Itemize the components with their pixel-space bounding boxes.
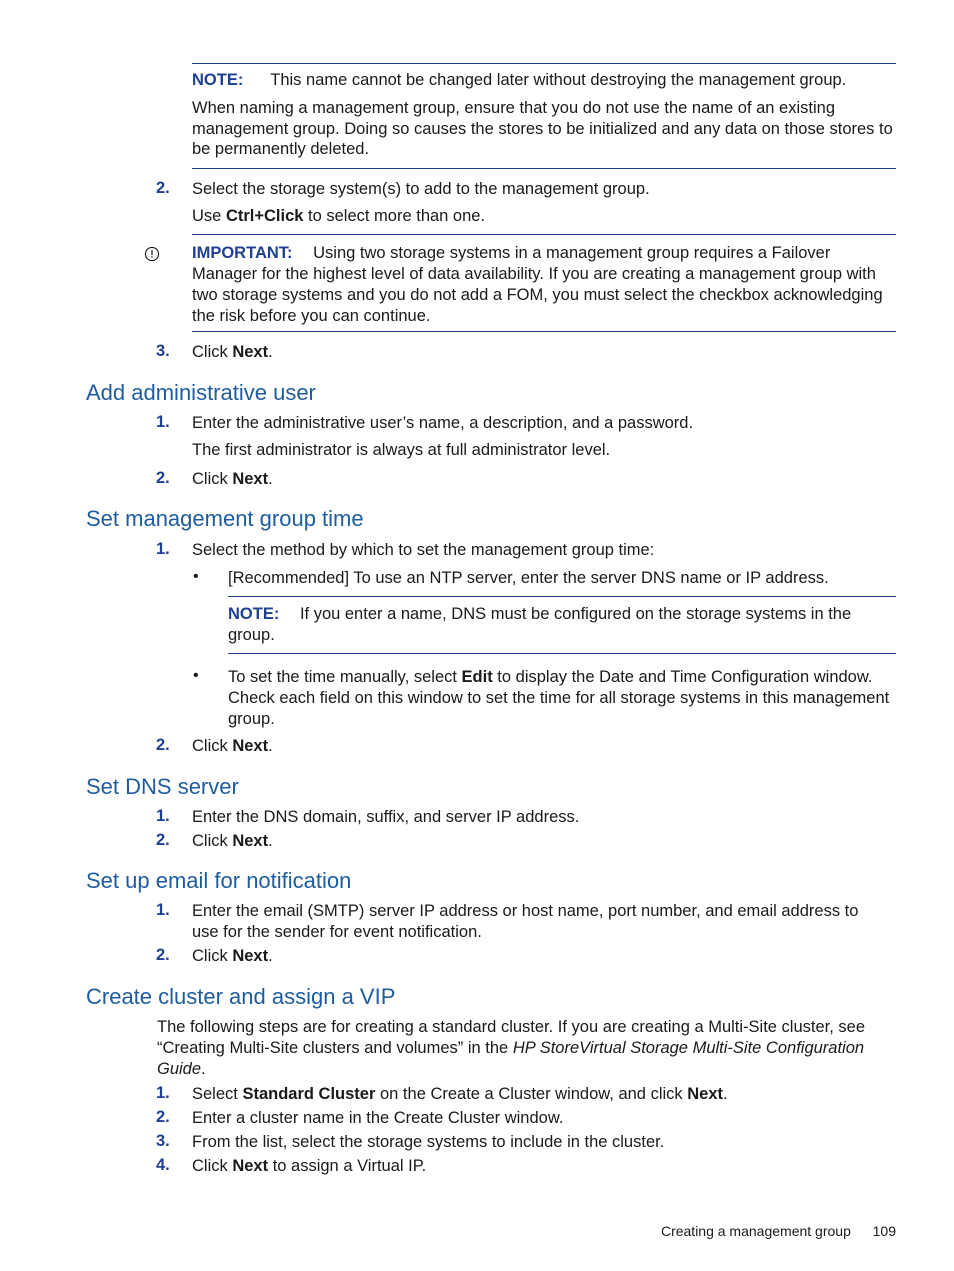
next-label: Next: [232, 947, 269, 965]
dns-step-1-number: 1.: [156, 807, 170, 825]
email-step-2-post: .: [268, 947, 273, 965]
info-circle-icon: [144, 246, 160, 262]
important-label: IMPORTANT:: [192, 244, 293, 262]
cluster-step-1-mid: on the Create a Cluster window, and click: [375, 1085, 688, 1103]
email-step-2-number: 2.: [156, 946, 170, 964]
cluster-step-4-pre: Click: [192, 1157, 233, 1175]
email-step-2-text: [192, 946, 897, 967]
note-line: [192, 70, 897, 91]
footer-section-title: Creating a management group: [660, 1223, 851, 1239]
step-2-subtext: [192, 206, 897, 227]
time-note-top-rule: [228, 596, 896, 597]
important-top-rule: [192, 234, 896, 235]
cluster-step-1-post: .: [723, 1085, 728, 1103]
dns-step-1-text: Enter the DNS domain, suffix, and server IP address.: [192, 808, 580, 826]
bullet-icon: •: [193, 568, 199, 585]
next-label: Next: [232, 832, 269, 850]
time-bullet-2-post: to display the Date and Time Configuration window. Check each field on this window to set the time for all storage systems in this management group.: [228, 668, 890, 728]
dns-step-2-pre: Click: [192, 832, 233, 850]
time-bullet-1-text: [Recommended] To use an NTP server, enter the server DNS name or IP address.: [228, 569, 829, 587]
page-number: 109: [872, 1223, 896, 1239]
cluster-step-1-pre: Select: [192, 1085, 243, 1103]
admin-step-1-text: Enter the administrative user’s name, a description, and a password.: [192, 414, 694, 432]
bullet-icon: •: [193, 667, 199, 684]
note-bottom-rule: [192, 168, 896, 169]
heading-set-management-group-time: Set management group time: [86, 506, 364, 531]
time-step-2-number: 2.: [156, 736, 170, 754]
time-note-text: [228, 604, 896, 646]
cluster-step-1-number: 1.: [156, 1084, 170, 1102]
heading-set-up-email: Set up email for notification: [86, 868, 352, 893]
next-label: Next: [232, 343, 269, 361]
time-step-2-text: [192, 736, 897, 757]
step-2-number: 2.: [156, 179, 170, 197]
note-paragraph: When naming a management group, ensure that you do not use the name of an existing management group. Doing so causes the stores to be initialized and any data on those stores to be permanently deleted.: [192, 99, 893, 158]
step-3-post: .: [268, 343, 273, 361]
cluster-intro: [157, 1017, 897, 1080]
page-footer: [661, 1223, 896, 1239]
cluster-intro-pre: The following steps are for creating a standard cluster. If you are creating a Multi-Site cluster, see “Creating Multi-Site clusters and volumes” in the: [157, 1018, 866, 1057]
next-label: Next: [687, 1085, 723, 1103]
cluster-step-4-text: [192, 1156, 897, 1177]
admin-step-2-number: 2.: [156, 469, 170, 487]
admin-step-1-number: 1.: [156, 413, 170, 431]
next-label: Next: [232, 470, 269, 488]
cluster-step-4-number: 4.: [156, 1156, 170, 1174]
admin-step-1-subtext: The first administrator is always at full administrator level.: [192, 441, 611, 459]
time-step-1-text: Select the method by which to set the management group time:: [192, 541, 655, 559]
step-3-number: 3.: [156, 342, 170, 360]
ctrl-click-label: Ctrl+Click: [225, 207, 304, 225]
next-label: Next: [232, 1157, 269, 1175]
next-label: Next: [232, 737, 269, 755]
edit-label: Edit: [461, 668, 493, 686]
time-step-1-number: 1.: [156, 540, 170, 558]
note-top-rule: [192, 63, 896, 64]
step-2-sub-pre: Use: [192, 207, 226, 225]
cluster-step-2-number: 2.: [156, 1108, 170, 1126]
cluster-step-2-text: Enter a cluster name in the Create Cluster window.: [192, 1109, 564, 1127]
standard-cluster-label: Standard Cluster: [242, 1085, 376, 1103]
email-step-1-number: 1.: [156, 901, 170, 919]
time-step-2-pre: Click: [192, 737, 233, 755]
cluster-step-4-post: to assign a Virtual IP.: [268, 1157, 427, 1175]
admin-step-2-pre: Click: [192, 470, 233, 488]
step-3-pre: Click: [192, 343, 233, 361]
admin-step-2-text: [192, 469, 897, 490]
dns-step-2-text: [192, 831, 897, 852]
step-2-text: Select the storage system(s) to add to the management group.: [192, 180, 650, 198]
admin-step-2-post: .: [268, 470, 273, 488]
cluster-intro-post: .: [201, 1060, 206, 1078]
cluster-step-3-number: 3.: [156, 1132, 170, 1150]
note-text: This name cannot be changed later without destroying the management group.: [270, 71, 847, 89]
heading-add-administrative-user: Add administrative user: [86, 380, 316, 405]
time-step-2-post: .: [268, 737, 273, 755]
cluster-step-3-text: From the list, select the storage systems to include in the cluster.: [192, 1133, 665, 1151]
time-note-label: NOTE:: [228, 605, 280, 623]
dns-step-2-number: 2.: [156, 831, 170, 849]
cluster-step-1-text: [192, 1084, 897, 1105]
time-bullet-2-pre: To set the time manually, select: [228, 668, 462, 686]
important-body: Using two storage systems in a management group requires a Failover Manager for the highest level of data availability. If you are creating a management group with two storage systems and you do not add a FOM, you must select the checkbox acknowledging the risk before you can continue.: [192, 244, 883, 325]
time-note-body: If you enter a name, DNS must be configured on the storage systems in the group.: [228, 605, 852, 644]
step-2-sub-post: to select more than one.: [303, 207, 486, 225]
step-3-text: [192, 342, 897, 363]
email-step-1-text: Enter the email (SMTP) server IP address or host name, port number, and email address to use for the sender for event notification.: [192, 902, 859, 941]
heading-set-dns-server: Set DNS server: [86, 774, 239, 799]
time-bullet-2-text: [228, 667, 898, 730]
email-step-2-pre: Click: [192, 947, 233, 965]
time-note-bottom-rule: [228, 653, 896, 654]
note-label: NOTE:: [192, 71, 244, 89]
guide-title: HP StoreVirtual Storage Multi-Site Configuration Guide: [157, 1039, 865, 1078]
dns-step-2-post: .: [268, 832, 273, 850]
important-bottom-rule: [192, 331, 896, 332]
heading-create-cluster: Create cluster and assign a VIP: [86, 984, 396, 1009]
important-text: [192, 243, 898, 327]
